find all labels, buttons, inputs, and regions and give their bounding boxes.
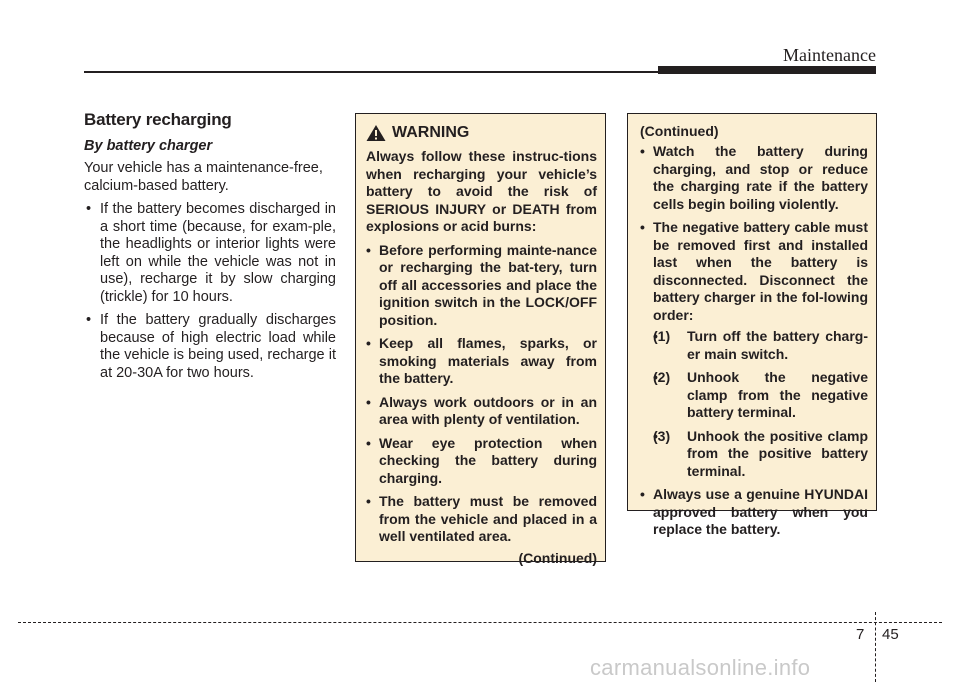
warning-box	[355, 113, 606, 566]
subsection-title: By battery charger	[84, 138, 213, 154]
step-text: Turn off the battery charg-er main switch.	[687, 328, 868, 362]
recharge-bullets	[84, 201, 336, 382]
footer-rule	[18, 622, 942, 623]
page-header-title: Maintenance	[783, 45, 876, 65]
warning-cont-bullets	[640, 143, 868, 539]
warning-header	[366, 124, 597, 142]
watermark: carmanualsonline.info	[590, 655, 811, 680]
list-item: • The battery must be removed from the vehicle and placed in a well ventilated area.	[366, 493, 597, 546]
list-item: • Watch the battery during charging, and stop or reduce the charging rate if the battery cells begin boiling violently.	[640, 143, 868, 213]
warning-intro: Always follow these instruc-tions when recharging your vehicle’s battery to avoid the risk of SERIOUS INJURY or DEATH from explosions or acid burns:	[366, 148, 597, 234]
warning-title: WARNING	[392, 124, 470, 141]
warning-bullets	[366, 242, 597, 546]
list-item: • If the battery becomes discharged in a short time (because, for exam-ple, the headlights or interior lights were left on while the vehicle was not in use), recharge it by slow charging (trickle) for 10 hours.	[84, 201, 336, 306]
step-item	[653, 428, 868, 481]
footer-divider	[875, 612, 876, 682]
list-item-text: The negative battery cable must be removed first and installed last when the battery is disconnected. Disconnect the battery charger in the fol-lowing order:	[653, 219, 868, 323]
chapter-number: 7	[856, 626, 865, 643]
list-item: • If the battery gradually discharges because of high electric load while the vehicle is being used, recharge it at 20-30A for two hours.	[84, 312, 336, 382]
list-item: • Always work outdoors or in an area with plenty of ventilation.	[366, 394, 597, 429]
left-column	[84, 110, 336, 388]
continued-label: (Continued)	[518, 549, 597, 566]
warning-triangle-icon	[366, 124, 386, 142]
step-text: Unhook the positive clamp from the positive battery terminal.	[687, 427, 868, 479]
section-title: Battery recharging	[84, 110, 232, 129]
intro-text: Your vehicle has a maintenance-free, calcium-based battery.	[84, 160, 323, 194]
header-rule	[84, 71, 658, 73]
list-item	[640, 219, 868, 480]
step-number: • (3)	[653, 427, 671, 444]
list-item: • Wear eye protection when checking the battery during charging.	[366, 435, 597, 488]
disconnect-steps	[653, 328, 868, 480]
list-item: • Keep all flames, sparks, or smoking materials away from the battery.	[366, 335, 597, 388]
list-item: • Before performing mainte-nance or recharging the bat-tery, turn off all accessories and place the ignition switch in the LOCK/OFF position.	[366, 242, 597, 330]
step-number: • (1)	[653, 328, 671, 344]
step-item	[653, 328, 868, 363]
continued-label: (Continued)	[640, 123, 719, 139]
step-item	[653, 369, 868, 422]
header-bar	[658, 66, 876, 74]
warning-continued-box	[627, 113, 877, 537]
page-number: 45	[882, 626, 899, 643]
step-number: • (2)	[653, 369, 671, 385]
step-text: Unhook the negative clamp from the negative battery terminal.	[687, 369, 868, 420]
list-item: • Always use a genuine HYUNDAI approved battery when you replace the battery.	[640, 486, 868, 539]
